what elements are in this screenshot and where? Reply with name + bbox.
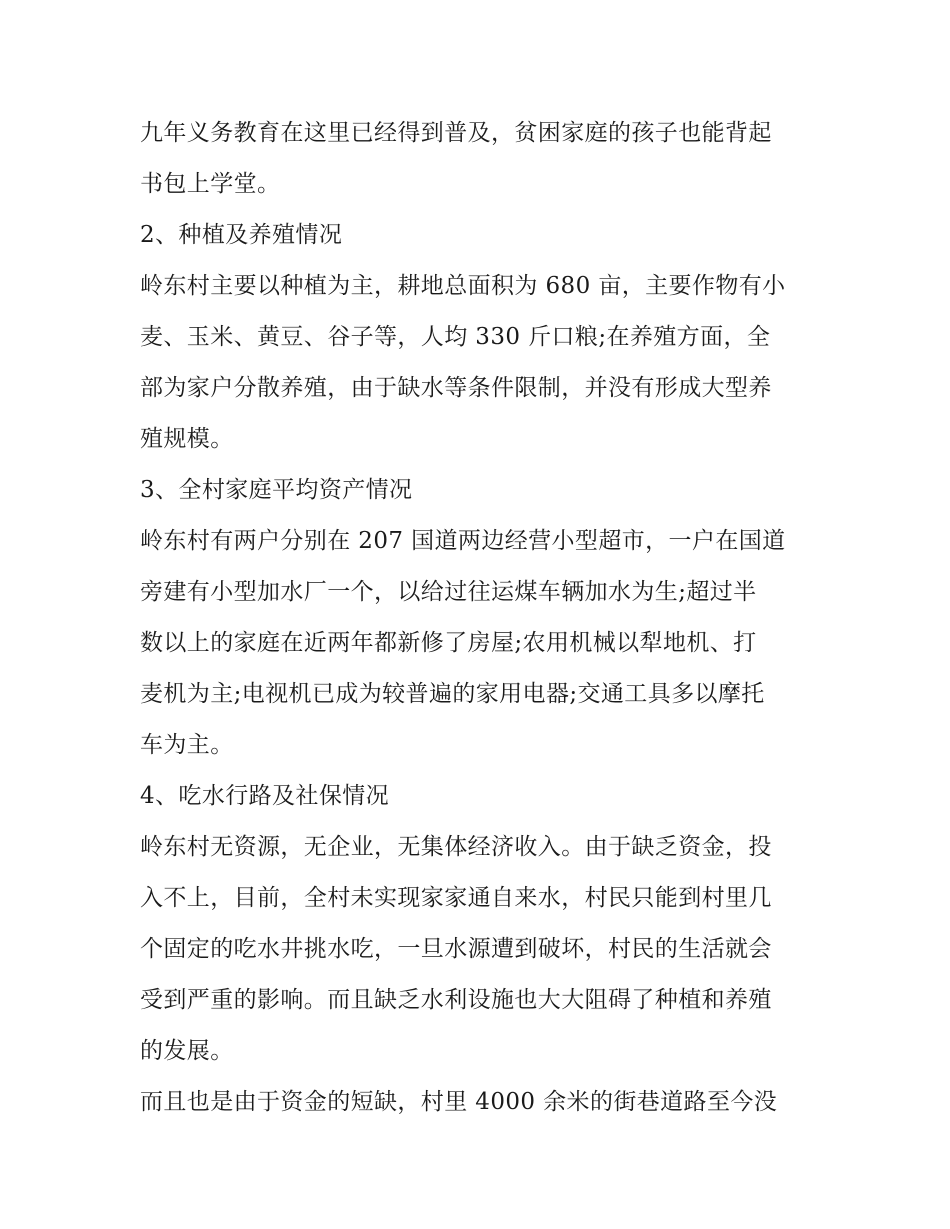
text-line-7: 殖规模。	[140, 426, 234, 452]
text-line-2: 书包上学堂。	[140, 171, 281, 197]
text-line-15: 岭东村无资源，无企业，无集体经济收入。由于缺乏资金，投	[140, 834, 772, 860]
text-line-11: 数以上的家庭在近两年都新修了房屋;农用机械以犁地机、打	[140, 630, 757, 656]
text-line-13: 车为主。	[140, 732, 234, 758]
text-line-9: 岭东村有两户分别在 207 国道两边经营小型超市，一户在国道	[140, 528, 786, 554]
text-line-5: 麦、玉米、黄豆、谷子等，人均 330 斤口粮;在养殖方面，全	[140, 324, 771, 350]
text-line-19: 的发展。	[140, 1038, 234, 1064]
section-heading-assets: 3、全村家庭平均资产情况	[140, 477, 413, 503]
text-line-16: 入不上，目前，全村未实现家家通自来水，村民只能到村里几	[140, 885, 772, 911]
text-line-1: 九年义务教育在这里已经得到普及，贫困家庭的孩子也能背起	[140, 120, 772, 146]
document-body	[140, 108, 812, 1128]
text-line-12: 麦机为主;电视机已成为较普遍的家用电器;交通工具多以摩托	[140, 681, 765, 707]
text-line-6: 部为家户分散养殖，由于缺水等条件限制，并没有形成大型养	[140, 375, 772, 401]
section-heading-planting: 2、种植及养殖情况	[140, 222, 343, 248]
text-line-10: 旁建有小型加水厂一个，以给过往运煤车辆加水为生;超过半	[140, 579, 757, 605]
text-line-17: 个固定的吃水井挑水吃，一旦水源遭到破坏，村民的生活就会	[140, 936, 772, 962]
section-heading-water-roads: 4、吃水行路及社保情况	[140, 783, 390, 809]
text-line-20: 而且也是由于资金的短缺，村里 4000 余米的街巷道路至今没	[140, 1089, 778, 1115]
text-line-18: 受到严重的影响。而且缺乏水利设施也大大阻碍了种植和养殖	[140, 987, 772, 1013]
text-line-4: 岭东村主要以种植为主，耕地总面积为 680 亩，主要作物有小	[140, 273, 786, 299]
